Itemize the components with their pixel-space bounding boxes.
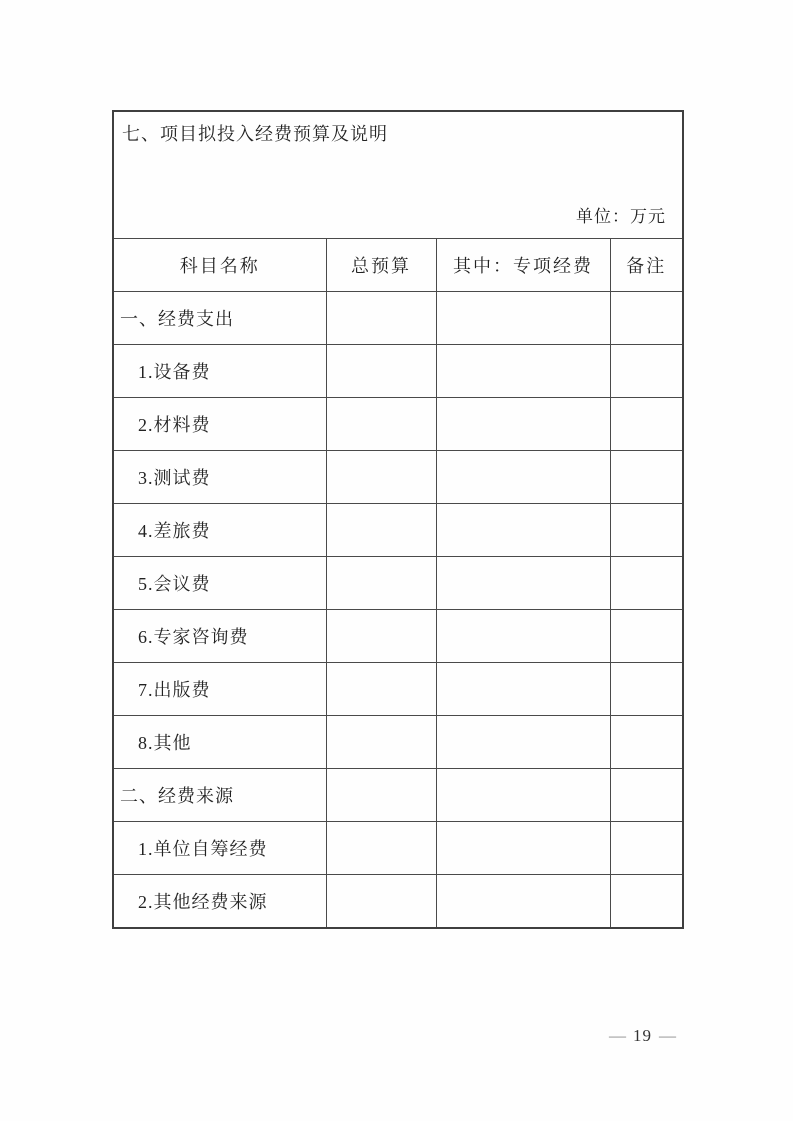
total-budget-cell — [326, 874, 436, 927]
row-label: 2.材料费 — [114, 397, 326, 450]
total-budget-cell — [326, 503, 436, 556]
total-budget-cell — [326, 715, 436, 768]
table-row — [114, 874, 682, 927]
special-funds-cell — [436, 609, 610, 662]
special-funds-cell — [436, 503, 610, 556]
total-budget-cell — [326, 768, 436, 821]
note-cell — [610, 450, 682, 503]
budget-form-box — [112, 110, 684, 929]
note-cell — [610, 556, 682, 609]
budget-table — [114, 239, 682, 927]
note-cell — [610, 821, 682, 874]
table-row — [114, 768, 682, 821]
table-row — [114, 715, 682, 768]
special-funds-cell — [436, 662, 610, 715]
special-funds-cell — [436, 715, 610, 768]
note-cell — [610, 662, 682, 715]
col-header-total-budget: 总预算 — [326, 239, 436, 291]
total-budget-cell — [326, 609, 436, 662]
note-cell — [610, 344, 682, 397]
note-cell — [610, 768, 682, 821]
row-label: 3.测试费 — [114, 450, 326, 503]
table-header-row — [114, 239, 682, 291]
note-cell — [610, 609, 682, 662]
note-cell — [610, 397, 682, 450]
special-funds-cell — [436, 768, 610, 821]
special-funds-cell — [436, 344, 610, 397]
total-budget-cell — [326, 450, 436, 503]
total-budget-cell — [326, 397, 436, 450]
section-title: 七、项目拟投入经费预算及说明 — [122, 124, 388, 144]
footer-right-dash: — — [659, 1026, 676, 1045]
special-funds-cell — [436, 874, 610, 927]
row-label: 一、经费支出 — [114, 291, 326, 344]
table-row — [114, 609, 682, 662]
row-label: 8.其他 — [114, 715, 326, 768]
special-funds-cell — [436, 821, 610, 874]
form-title-block — [114, 112, 682, 239]
note-cell — [610, 503, 682, 556]
table-row — [114, 556, 682, 609]
unit-label: 单位：万元 — [576, 207, 666, 226]
special-funds-cell — [436, 556, 610, 609]
total-budget-cell — [326, 662, 436, 715]
note-cell — [610, 715, 682, 768]
footer-left-dash: — — [609, 1026, 626, 1045]
row-label: 1.设备费 — [114, 344, 326, 397]
special-funds-cell — [436, 397, 610, 450]
page-number: 19 — [633, 1026, 652, 1045]
table-row — [114, 450, 682, 503]
special-funds-cell — [436, 450, 610, 503]
col-header-note: 备注 — [610, 239, 682, 291]
row-label: 5.会议费 — [114, 556, 326, 609]
col-header-subject: 科目名称 — [114, 239, 326, 291]
note-cell — [610, 874, 682, 927]
row-label: 4.差旅费 — [114, 503, 326, 556]
total-budget-cell — [326, 291, 436, 344]
row-label: 二、经费来源 — [114, 768, 326, 821]
table-row — [114, 397, 682, 450]
page-footer — [602, 1026, 683, 1046]
table-row — [114, 662, 682, 715]
special-funds-cell — [436, 291, 610, 344]
row-label: 7.出版费 — [114, 662, 326, 715]
row-label: 6.专家咨询费 — [114, 609, 326, 662]
table-row — [114, 291, 682, 344]
table-row — [114, 503, 682, 556]
total-budget-cell — [326, 344, 436, 397]
row-label: 2.其他经费来源 — [114, 874, 326, 927]
table-row — [114, 821, 682, 874]
note-cell — [610, 291, 682, 344]
total-budget-cell — [326, 821, 436, 874]
col-header-special-funds: 其中：专项经费 — [436, 239, 610, 291]
total-budget-cell — [326, 556, 436, 609]
table-row — [114, 344, 682, 397]
row-label: 1.单位自筹经费 — [114, 821, 326, 874]
